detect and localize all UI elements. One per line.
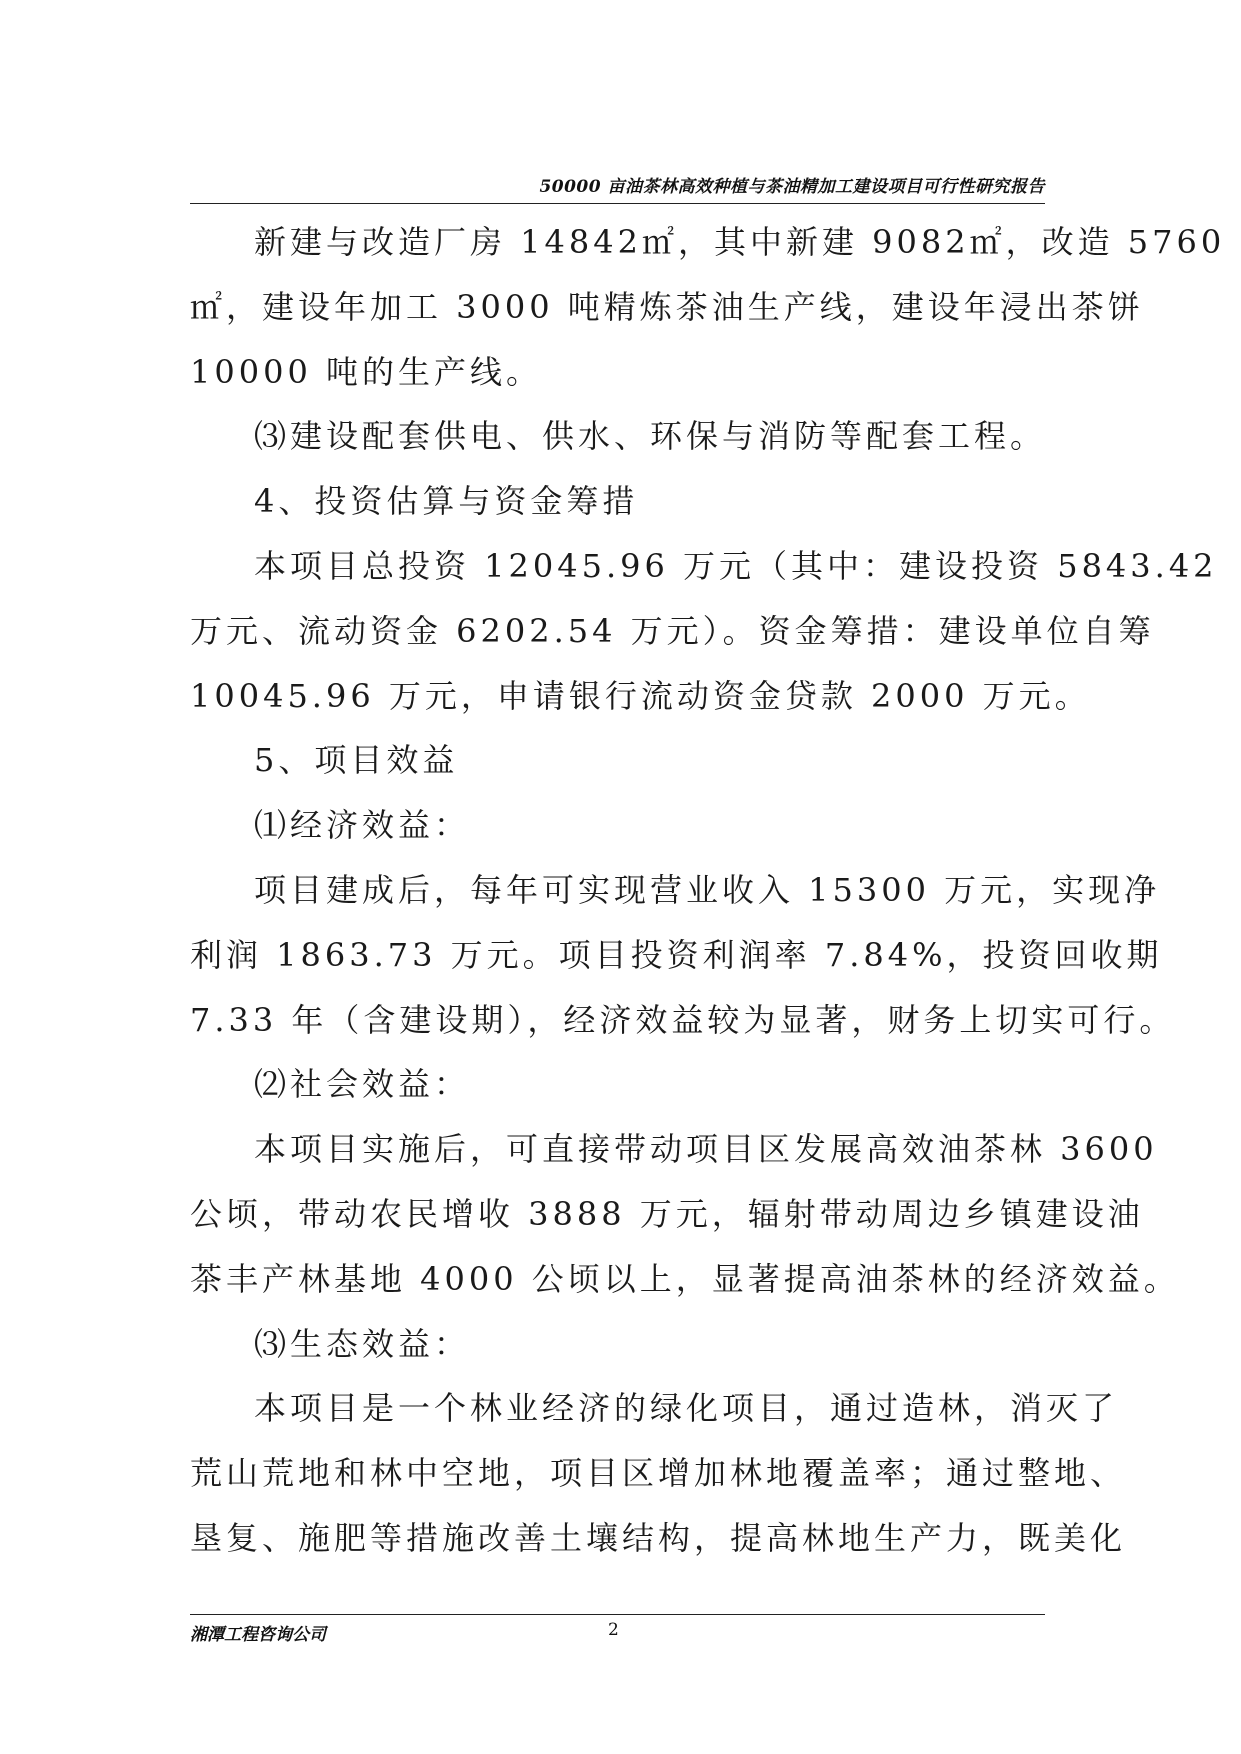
page-number: 2 xyxy=(608,1620,619,1640)
section-heading: 5、项目效益 xyxy=(254,741,459,780)
subsection-heading: ⑶生态效益： xyxy=(254,1324,471,1363)
subsection-heading: ⑴经济效益： xyxy=(254,806,471,845)
paragraph-line: 万元、流动资金 6202.54 万元）。资金筹措：建设单位自筹 xyxy=(190,611,1155,650)
paragraph-line: 荒山荒地和林中空地，项目区增加林地覆盖率；通过整地、 xyxy=(190,1454,1127,1493)
footer-company: 湘潭工程咨询公司 xyxy=(190,1625,326,1645)
section-heading: 4、投资估算与资金筹措 xyxy=(254,482,639,521)
paragraph-line: 本项目是一个林业经济的绿化项目，通过造林，消灭了 xyxy=(254,1389,1119,1428)
running-header: 50000 亩油茶林高效种植与茶油精加工建设项目可行性研究报告 xyxy=(539,177,1045,197)
paragraph-line: 新建与改造厂房 14842㎡，其中新建 9082㎡，改造 5760 xyxy=(254,223,1226,261)
paragraph-line: 垦复、施肥等措施改善土壤结构，提高林地生产力，既美化 xyxy=(190,1518,1127,1557)
paragraph-line: 本项目实施后，可直接带动项目区发展高效油茶林 3600 xyxy=(254,1130,1158,1169)
body-text xyxy=(190,210,1226,1571)
paragraph-line: 茶丰产林基地 4000 公顷以上，显著提高油茶林的经济效益。 xyxy=(190,1259,1180,1298)
paragraph-line: 10045.96 万元，申请银行流动资金贷款 2000 万元。 xyxy=(190,676,1091,715)
footer-divider xyxy=(190,1614,1045,1615)
paragraph-line: 10000 吨的生产线。 xyxy=(190,352,542,391)
paragraph-line: 7.33 年（含建设期），经济效益较为显著，财务上切实可行。 xyxy=(190,1000,1176,1039)
paragraph-line: ⑶建设配套供电、供水、环保与消防等配套工程。 xyxy=(254,417,1047,456)
header-divider xyxy=(190,203,1045,204)
subsection-heading: ⑵社会效益： xyxy=(254,1065,471,1104)
paragraph-line: ㎡，建设年加工 3000 吨精炼茶油生产线，建设年浸出茶饼 xyxy=(190,287,1144,326)
paragraph-line: 利润 1863.73 万元。项目投资利润率 7.84%，投资回收期 xyxy=(190,935,1163,974)
paragraph-line: 项目建成后，每年可实现营业收入 15300 万元，实现净 xyxy=(254,870,1161,909)
paragraph-line: 公顷，带动农民增收 3888 万元，辐射带动周边乡镇建设油 xyxy=(190,1194,1144,1233)
paragraph-line: 本项目总投资 12045.96 万元（其中：建设投资 5843.42 xyxy=(254,546,1218,585)
